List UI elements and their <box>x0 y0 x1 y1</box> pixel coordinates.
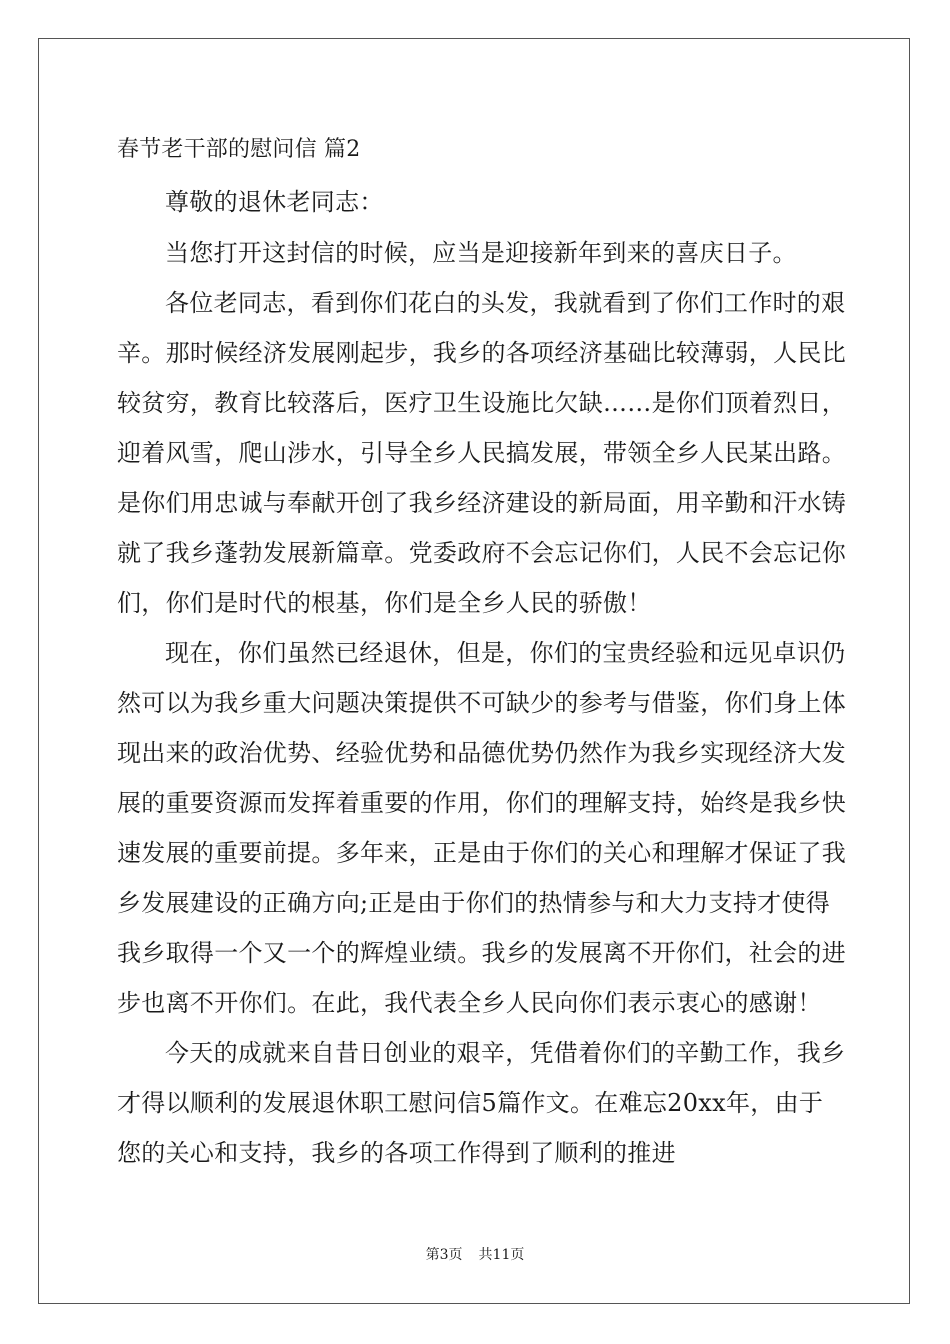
greeting: 尊敬的退休老同志： <box>165 188 384 216</box>
paragraph-line: 现出来的政治优势、经验优势和品德优势仍然作为我乡实现经济大发 <box>117 739 846 767</box>
paragraph-line: 今天的成就来自昔日创业的艰辛，凭借着你们的辛勤工作，我乡 <box>165 1039 846 1067</box>
page-total: 共11页 <box>478 1247 525 1263</box>
paragraph-line: 当您打开这封信的时候，应当是迎接新年到来的喜庆日子。 <box>165 239 797 267</box>
paragraph-line: 各位老同志，看到你们花白的头发，我就看到了你们工作时的艰 <box>165 289 846 317</box>
paragraph-line: 现在，你们虽然已经退休，但是，你们的宝贵经验和远见卓识仍 <box>165 639 846 667</box>
paragraph-line: 我乡取得一个又一个的辉煌业绩。我乡的发展离不开你们，社会的进 <box>117 939 846 967</box>
paragraph-line: 较贫穷，教育比较落后，医疗卫生设施比欠缺……是你们顶着烈日， <box>117 389 846 417</box>
paragraph-line: 展的重要资源而发挥着重要的作用，你们的理解支持，始终是我乡快 <box>117 789 846 817</box>
paragraph-line: 乡发展建设的正确方向;正是由于你们的热情参与和大力支持才使得 <box>117 889 831 917</box>
paragraph-line: 辛。那时候经济发展刚起步，我乡的各项经济基础比较薄弱，人民比 <box>117 339 846 367</box>
paragraph-line: 们，你们是时代的根基，你们是全乡人民的骄傲！ <box>117 589 652 617</box>
paragraph-line: 您的关心和支持，我乡的各项工作得到了顺利的推进 <box>117 1139 676 1167</box>
paragraph-line: 是你们用忠诚与奉献开创了我乡经济建设的新局面，用辛勤和汗水铸 <box>117 489 846 517</box>
document-title: 春节老干部的慰问信 篇2 <box>117 137 361 162</box>
paragraph-line: 迎着风雪，爬山涉水，引导全乡人民搞发展，带领全乡人民某出路。 <box>117 439 846 467</box>
page-number: 第3页 <box>425 1247 463 1263</box>
paragraph-line: 才得以顺利的发展退休职工慰问信5篇作文。在难忘20xx年，由于 <box>117 1089 824 1117</box>
paragraph-line: 步也离不开你们。在此，我代表全乡人民向你们表示衷心的感谢！ <box>117 989 822 1017</box>
paragraph-line: 就了我乡蓬勃发展新篇章。党委政府不会忘记你们，人民不会忘记你 <box>117 539 846 567</box>
page-footer <box>0 1246 950 1264</box>
paragraph-line: 速发展的重要前提。多年来，正是由于你们的关心和理解才保证了我 <box>117 839 846 867</box>
paragraph-line: 然可以为我乡重大问题决策提供不可缺少的参考与借鉴，你们身上体 <box>117 689 846 717</box>
